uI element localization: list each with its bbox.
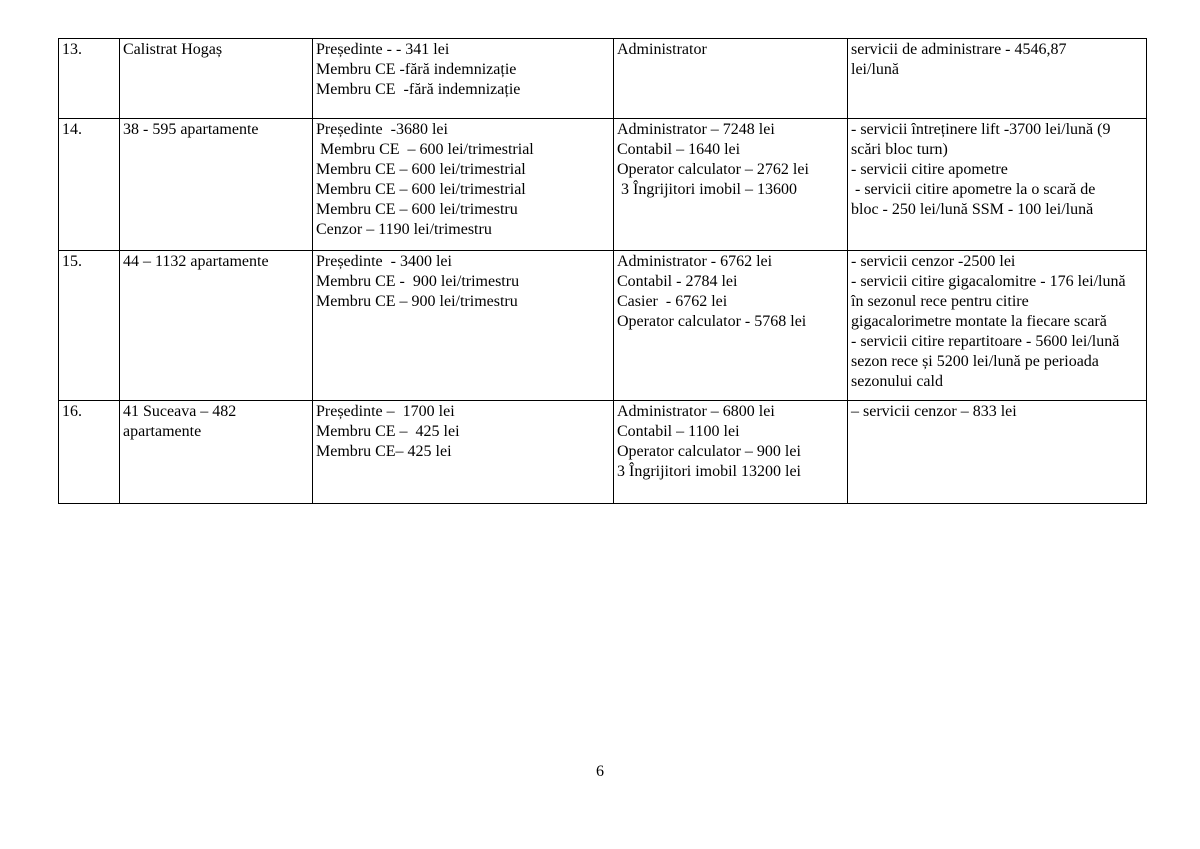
table-row-14 [59, 119, 1147, 251]
cell-committee-payments [313, 251, 614, 401]
text-line: Președinte -3680 lei [316, 121, 448, 138]
text-line: Președinte - - 341 lei [316, 41, 450, 58]
text-line: Membru CE – 900 lei/trimestru [316, 293, 518, 310]
cell-row-number: 13. [59, 39, 120, 119]
text-line: - servicii citire apometre la o scară de [851, 181, 1096, 198]
text-line: Membru CE – 600 lei/trimestrial [316, 161, 526, 178]
cell-committee-payments [313, 119, 614, 251]
text-line: Operator calculator – 900 lei [617, 443, 801, 460]
text-line: bloc - 250 lei/lună SSM - 100 lei/lună [851, 201, 1094, 218]
cell-row-number: 15. [59, 251, 120, 401]
text-line: Contabil - 2784 lei [617, 273, 738, 290]
text-line: Președinte - 3400 lei [316, 253, 452, 270]
text-line: Membru CE – 425 lei [316, 423, 460, 440]
text-line: Administrator – 6800 lei [617, 403, 775, 420]
cell-row-number: 14. [59, 119, 120, 251]
text-line: Administrator – 7248 lei [617, 121, 775, 138]
cell-row-number: 16. [59, 401, 120, 504]
text-line: Președinte – 1700 lei [316, 403, 455, 420]
text-line: lei/lună [851, 61, 899, 78]
text-line: Operator calculator - 5768 lei [617, 313, 807, 330]
cell-services [848, 401, 1147, 504]
text-line: Administrator - 6762 lei [617, 253, 773, 270]
cell-staff-payments [614, 39, 848, 119]
text-line: - servicii cenzor -2500 lei [851, 253, 1016, 270]
text-line: Administrator [617, 41, 707, 58]
cell-services [848, 251, 1147, 401]
text-line: - servicii citire apometre [851, 161, 1008, 178]
cell-association [120, 251, 313, 401]
cell-services [848, 39, 1147, 119]
text-line: - servicii întreținere lift -3700 lei/lună (9 [851, 121, 1111, 138]
text-line: Membru CE– 425 lei [316, 443, 452, 460]
text-line: Membru CE -fără indemnizație [316, 61, 517, 78]
text-line: sezon rece și 5200 lei/lună pe perioada [851, 353, 1099, 370]
text-line: Membru CE – 600 lei/trimestrial [316, 141, 534, 158]
text-line: Membru CE – 600 lei/trimestru [316, 201, 518, 218]
text-line: Cenzor – 1190 lei/trimestru [316, 221, 492, 238]
text-line: Contabil – 1640 lei [617, 141, 741, 158]
table-row-16 [59, 401, 1147, 504]
text-line: sezonului cald [851, 373, 943, 390]
cell-association [120, 401, 313, 504]
page-number: 6 [596, 763, 604, 780]
cell-staff-payments [614, 401, 848, 504]
text-line: gigacalorimetre montate la fiecare scară [851, 313, 1107, 330]
text-line: apartamente [123, 423, 202, 440]
cell-committee-payments [313, 401, 614, 504]
text-line: 3 Îngrijitori imobil – 13600 [617, 181, 797, 198]
table-row-13 [59, 39, 1147, 119]
cell-staff-payments [614, 119, 848, 251]
text-line: scări bloc turn) [851, 141, 948, 158]
text-line: – servicii cenzor – 833 lei [851, 403, 1017, 420]
text-line: Calistrat Hogaș [123, 41, 223, 58]
text-line: 44 – 1132 apartamente [123, 253, 269, 270]
text-line: Membru CE – 600 lei/trimestrial [316, 181, 526, 198]
cell-staff-payments [614, 251, 848, 401]
text-line: servicii de administrare - 4546,87 [851, 41, 1067, 58]
associations-table [58, 38, 1147, 504]
text-line: 41 Suceava – 482 [123, 403, 237, 420]
cell-association [120, 39, 313, 119]
cell-committee-payments [313, 39, 614, 119]
cell-services [848, 119, 1147, 251]
text-line: - servicii citire gigacalomitre - 176 lei/lună [851, 273, 1126, 290]
cell-association [120, 119, 313, 251]
text-line: 38 - 595 apartamente [123, 121, 259, 138]
text-line: 3 Îngrijitori imobil 13200 lei [617, 463, 801, 480]
text-line: - servicii citire repartitoare - 5600 lei/lună [851, 333, 1120, 350]
text-line: Casier - 6762 lei [617, 293, 728, 310]
text-line: în sezonul rece pentru citire [851, 293, 1029, 310]
text-line: Membru CE -fără indemnizație [316, 81, 521, 98]
table-row-15 [59, 251, 1147, 401]
text-line: Membru CE - 900 lei/trimestru [316, 273, 520, 290]
text-line: Contabil – 1100 lei [617, 423, 740, 440]
text-line: Operator calculator – 2762 lei [617, 161, 809, 178]
